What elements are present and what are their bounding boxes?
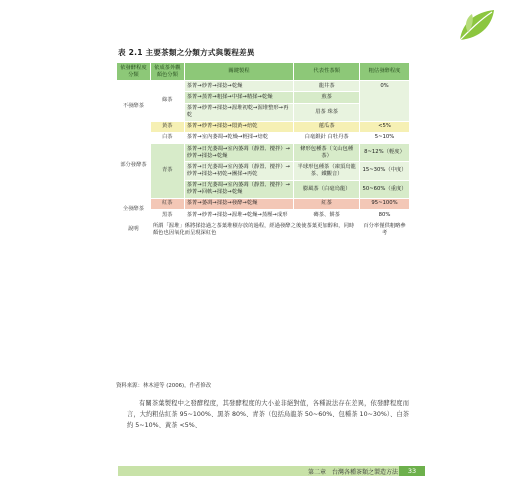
- product-cell: 半球形包種茶（凍頂烏龍茶、鐵觀音）: [294, 162, 360, 180]
- header-key-process: 關鍵製程: [184, 63, 294, 81]
- product-cell: 紅茶: [294, 198, 360, 209]
- process-cell: 茶菁→室內萎凋→乾燥→輕揉→焙乾: [184, 132, 294, 143]
- process-cell: 茶菁→炒菁→揉捻→渥堆初乾→渥堆整形→再乾: [184, 103, 294, 121]
- product-cell: 煎茶: [294, 92, 360, 103]
- table-row: [117, 132, 410, 143]
- sub-black-tea: 黑茶: [150, 210, 184, 221]
- leaf-icon: [454, 6, 498, 46]
- note-right: 百分率僅供粗略參考: [360, 221, 410, 239]
- degree-cell: 80%: [360, 210, 410, 221]
- sub-blue-tea: 青茶: [150, 144, 184, 199]
- table-title: 表 2.1 主要茶類之分類方式與製程差異: [118, 48, 255, 57]
- body-paragraph: [127, 398, 409, 431]
- header-degree-estimate: 粗估發酵程度: [360, 63, 410, 81]
- process-cell: 茶菁→炒菁→揉捻→渥堆→乾燥→蒸壓→成形: [184, 210, 294, 221]
- source-note: 資料來源：林木連等 (2006)，作者修改: [116, 383, 212, 389]
- note-row: [117, 221, 410, 239]
- degree-cell: 15~30%（中度）: [360, 162, 410, 180]
- process-cell: 茶菁→炒菁→揉捻→乾燥: [184, 81, 294, 92]
- process-cell: 茶菁→萎凋→揉捻→發酵→乾燥: [184, 198, 294, 209]
- process-cell: 茶菁→日光萎凋→室內萎凋（靜置、攪拌）→炒菁→揉捻→初乾→團揉→再乾: [184, 162, 294, 180]
- table-row: [117, 144, 410, 162]
- group-full-ferment: 全發酵茶: [117, 198, 151, 220]
- group-nonferment: 不發酵茶: [117, 81, 151, 133]
- product-cell: 眉茶 珠茶: [294, 103, 360, 121]
- sub-yellow-tea: 黃茶: [150, 121, 184, 132]
- classification-table: [116, 62, 410, 240]
- note-text: 所謂「渥堆」係將揉捻過之茶葉堆積存放的過程，經過發酵之後使茶葉更加醇和，同時顏色也因氧化而呈現深紅色: [150, 221, 359, 239]
- process-cell: 茶菁→炒菁→揉捻→悶黃→焙乾: [184, 121, 294, 132]
- process-cell: 茶菁→日光萎凋→室內萎凋（靜置、攪拌）→炒菁→回軟→揉捻→乾燥: [184, 180, 294, 198]
- sub-green-tea: 綠茶: [150, 81, 184, 122]
- product-cell: 膨風茶（白毫烏龍）: [294, 180, 360, 198]
- page-number: 33: [399, 466, 425, 476]
- degree-cell: 5~10%: [360, 132, 410, 143]
- product-cell: 磚茶、餅茶: [294, 210, 360, 221]
- process-cell: 茶菁→日光萎凋→室內萎凋（靜置、攪拌）→炒菁→揉捻→乾燥: [184, 144, 294, 162]
- degree-cell: 0%: [360, 81, 410, 122]
- paragraph-text: 有關茶葉製程中之發酵程度，其發酵程度的大小並非絕對值，各種說法存在差異，依發酵程度而言，大約粗估紅茶 95~100%、黑茶 80%、青茶（包括烏龍茶 50~60%、包種茶 10~30%）、白茶約 5~10%、黃茶 <5%、: [127, 400, 409, 430]
- product-cell: 蓮瓜茶: [294, 121, 360, 132]
- table-row: [117, 121, 410, 132]
- note-label: 說明: [117, 221, 151, 239]
- degree-cell: 8~12%（輕度）: [360, 144, 410, 162]
- degree-cell: <5%: [360, 121, 410, 132]
- product-cell: 條形包種茶（文山包種茶）: [294, 144, 360, 162]
- page-footer: [0, 462, 520, 482]
- degree-cell: 50~60%（重度）: [360, 180, 410, 198]
- process-cell: 茶菁→蒸菁→粗揉→中揉→精揉→乾燥: [184, 92, 294, 103]
- sub-red-tea: 紅茶: [150, 198, 184, 209]
- table-row: [117, 198, 410, 209]
- footer-chapter: 第二章 台灣各種茶類之製造方法: [307, 469, 398, 476]
- header-ferment-degree: 依發酵程度分類: [117, 63, 151, 81]
- product-cell: 白毫銀針 白牡丹茶: [294, 132, 360, 143]
- group-partial-ferment: 部分發酵茶: [117, 132, 151, 198]
- table-row: [117, 81, 410, 92]
- table-row: [117, 210, 410, 221]
- header-representative: 代表性茶類: [294, 63, 360, 81]
- product-cell: 龍井茶: [294, 81, 360, 92]
- degree-cell: 95~100%: [360, 198, 410, 209]
- header-color: 依成茶外觀顏色分類: [150, 63, 184, 81]
- sub-white-tea: 白茶: [150, 132, 184, 143]
